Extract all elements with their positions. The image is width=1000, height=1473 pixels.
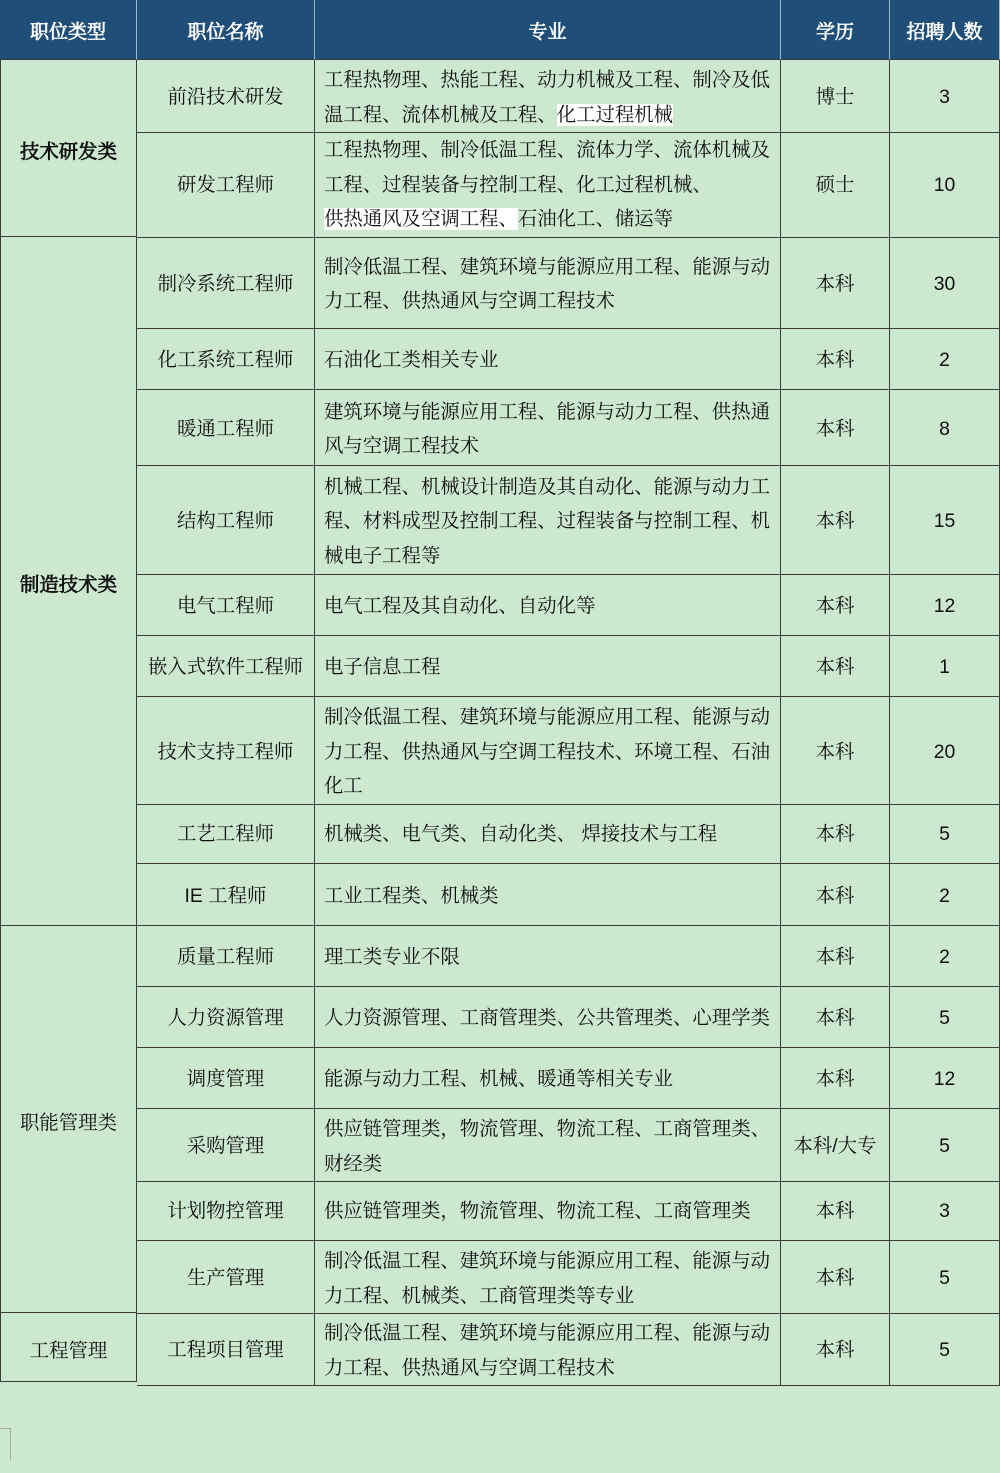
education-cell: 本科 (781, 1241, 890, 1314)
table-row (137, 987, 1000, 1048)
headcount-cell: 2 (890, 329, 1000, 390)
category-cell: 技术研发类 (0, 60, 137, 237)
headcount-cell: 2 (890, 864, 1000, 926)
major-segment: 工程热物理、制冷低温工程、流体力学、流体机械及工程、过程装备与控制工程、化工过程机械、 (324, 139, 770, 196)
table-row (137, 60, 1000, 130)
table-header-row (0, 0, 1000, 60)
position-name-cell: 制冷系统工程师 (137, 237, 315, 329)
major-text: 机械工程、机械设计制造及其自动化、能源与动力工程、材料成型及控制工程、过程装备与控制工程、机械电子工程等 (324, 475, 770, 567)
major-cell (315, 987, 781, 1048)
major-cell (315, 636, 781, 697)
major-text: 建筑环境与能源应用工程、能源与动力工程、供热通风与空调工程技术 (324, 400, 770, 457)
major-cell (315, 1241, 781, 1314)
education-cell: 本科 (781, 1313, 890, 1386)
major-text: 机械类、电气类、自动化类、 焊接技术与工程 (324, 823, 718, 846)
position-name-cell: 生产管理 (137, 1241, 315, 1314)
table-row (137, 1109, 1000, 1180)
major-text: 石油化工类相关专业 (324, 349, 499, 372)
headcount-cell: 15 (890, 466, 1000, 575)
position-name-cell: 质量工程师 (137, 926, 315, 987)
table-row (137, 130, 1000, 237)
group-tech-rd (0, 60, 1000, 237)
major-text: 制冷低温工程、建筑环境与能源应用工程、能源与动力工程、机械类、工商管理类等专业 (324, 1250, 770, 1307)
major-text: 制冷低温工程、建筑环境与能源应用工程、能源与动力工程、供热通风与空调工程技术 (324, 1322, 770, 1379)
table-row (137, 1313, 1000, 1382)
major-cell (315, 575, 781, 636)
education-cell: 本科 (781, 697, 890, 805)
education-cell: 本科 (781, 466, 890, 575)
group-functional-management (0, 926, 1000, 1313)
headcount-cell: 20 (890, 697, 1000, 805)
group-engineering-management (0, 1313, 1000, 1382)
major-cell (315, 60, 781, 133)
major-text: 理工类专业不限 (324, 946, 460, 969)
major-cell (315, 1109, 781, 1182)
education-cell: 本科 (781, 1180, 890, 1241)
table-row (137, 697, 1000, 803)
headcount-cell: 5 (890, 803, 1000, 864)
education-cell: 本科 (781, 987, 890, 1048)
position-name-cell: IE 工程师 (137, 864, 315, 926)
major-cell (315, 1313, 781, 1386)
major-segment-highlighted: 化工过程机械 (556, 103, 674, 126)
education-cell: 硕士 (781, 130, 890, 238)
header-position-name: 职位名称 (137, 0, 315, 60)
major-text: 供应链管理类，物流管理、物流工程、工商管理类、财经类 (324, 1118, 770, 1175)
major-text: 制冷低温工程、建筑环境与能源应用工程、能源与动力工程、供热通风与空调工程技术、环境工程、石油化工 (324, 706, 770, 797)
header-position-category: 职位类型 (0, 0, 137, 60)
major-cell (315, 130, 781, 238)
major-text: 电气工程及其自动化、自动化等 (324, 595, 596, 618)
major-segment-highlighted: 供热通风及空调工程、 (324, 208, 518, 230)
headcount-cell: 30 (890, 237, 1000, 329)
headcount-cell: 3 (890, 60, 1000, 133)
headcount-cell: 10 (890, 130, 1000, 238)
table-row (137, 636, 1000, 697)
education-cell: 本科 (781, 636, 890, 697)
major-text (324, 133, 772, 237)
text-boundary-mark (0, 1428, 11, 1460)
major-text: 工业工程类、机械类 (324, 884, 499, 907)
group-manufacturing-tech (0, 237, 1000, 926)
position-name-cell: 电气工程师 (137, 575, 315, 636)
header-education: 学历 (781, 0, 890, 60)
table-row (137, 864, 1000, 926)
headcount-cell: 5 (890, 1313, 1000, 1386)
position-name-cell: 采购管理 (137, 1109, 315, 1182)
table-row (137, 237, 1000, 329)
table-row (137, 466, 1000, 575)
major-text: 供应链管理类，物流管理、物流工程、工商管理类 (324, 1200, 751, 1223)
education-cell: 本科 (781, 237, 890, 329)
education-cell: 本科 (781, 1048, 890, 1109)
position-name-cell: 计划物控管理 (137, 1180, 315, 1241)
position-name-cell: 技术支持工程师 (137, 697, 315, 805)
position-name-cell: 前沿技术研发 (137, 60, 315, 133)
position-name-cell: 工程项目管理 (137, 1313, 315, 1386)
education-cell: 博士 (781, 60, 890, 133)
category-cell: 职能管理类 (0, 926, 137, 1313)
category-cell: 制造技术类 (0, 237, 137, 926)
education-cell: 本科 (781, 803, 890, 864)
category-cell: 工程管理 (0, 1313, 137, 1382)
table-row (137, 803, 1000, 864)
education-cell: 本科/大专 (781, 1109, 890, 1182)
major-cell (315, 1180, 781, 1241)
headcount-cell: 3 (890, 1180, 1000, 1241)
position-name-cell: 研发工程师 (137, 130, 315, 238)
education-cell: 本科 (781, 390, 890, 466)
major-text: 人力资源管理、工商管理类、公共管理类、心理学类 (324, 1007, 770, 1030)
major-text: 制冷低温工程、建筑环境与能源应用工程、能源与动力工程、供热通风与空调工程技术 (324, 255, 770, 312)
position-name-cell: 工艺工程师 (137, 803, 315, 864)
header-headcount: 招聘人数 (890, 0, 1000, 60)
major-cell (315, 237, 781, 329)
major-text: 能源与动力工程、机械、暖通等相关专业 (324, 1068, 674, 1091)
headcount-cell: 5 (890, 987, 1000, 1048)
table-row (137, 329, 1000, 390)
major-cell (315, 864, 781, 926)
position-name-cell: 暖通工程师 (137, 390, 315, 466)
major-cell (315, 697, 781, 805)
headcount-cell: 12 (890, 1048, 1000, 1109)
position-name-cell: 化工系统工程师 (137, 329, 315, 390)
headcount-cell: 1 (890, 636, 1000, 697)
group-rows (137, 926, 1000, 1313)
position-name-cell: 结构工程师 (137, 466, 315, 575)
major-text: 电子信息工程 (324, 656, 441, 679)
headcount-cell: 8 (890, 390, 1000, 466)
headcount-cell: 5 (890, 1241, 1000, 1314)
major-segment: 石油化工、储运等 (517, 208, 674, 230)
headcount-cell: 12 (890, 575, 1000, 636)
major-cell (315, 803, 781, 864)
major-cell (315, 466, 781, 575)
major-cell (315, 390, 781, 466)
headcount-cell: 2 (890, 926, 1000, 987)
major-cell (315, 1048, 781, 1109)
group-rows (137, 237, 1000, 926)
group-rows (137, 1313, 1000, 1382)
education-cell: 本科 (781, 575, 890, 636)
major-text (324, 63, 772, 132)
education-cell: 本科 (781, 926, 890, 987)
headcount-cell: 5 (890, 1109, 1000, 1182)
table-row (137, 575, 1000, 636)
education-cell: 本科 (781, 329, 890, 390)
education-cell: 本科 (781, 864, 890, 926)
position-name-cell: 人力资源管理 (137, 987, 315, 1048)
table-row (137, 1180, 1000, 1241)
position-name-cell: 调度管理 (137, 1048, 315, 1109)
table-row (137, 926, 1000, 987)
header-major: 专业 (315, 0, 781, 60)
group-rows (137, 60, 1000, 237)
table-row (137, 1241, 1000, 1313)
major-cell (315, 329, 781, 390)
major-segment: 工程热物理、热能工程、动力机械及工程、制冷及低温工程、流体机械及工程、 (324, 69, 770, 126)
table-row (137, 1048, 1000, 1109)
table-row (137, 390, 1000, 466)
major-cell (315, 926, 781, 987)
position-name-cell: 嵌入式软件工程师 (137, 636, 315, 697)
